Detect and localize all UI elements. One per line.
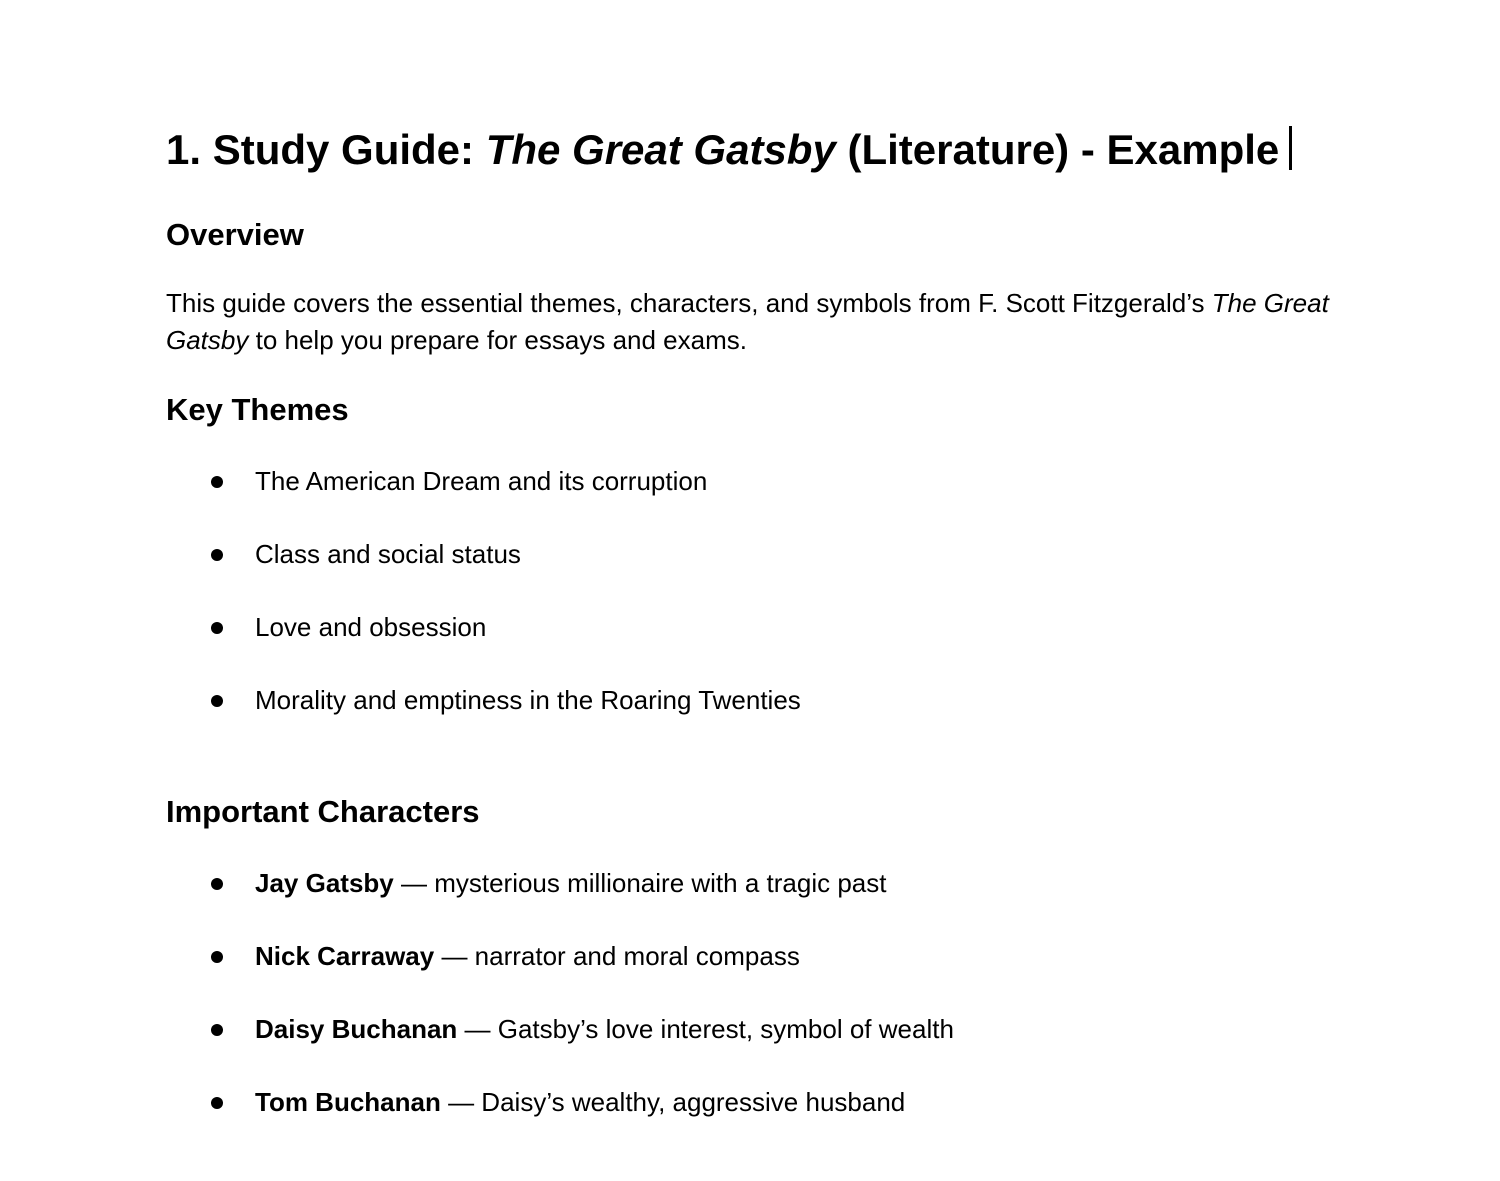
overview-heading[interactable]: Overview (166, 217, 304, 252)
important-characters-heading[interactable]: Important Characters (166, 794, 480, 829)
title-suffix: (Literature) - Example (835, 126, 1280, 173)
character-description: — Daisy’s wealthy, aggressive husband (440, 1087, 906, 1117)
character-item[interactable] (166, 938, 1336, 975)
character-item[interactable] (166, 865, 1336, 902)
character-description: — narrator and moral compass (434, 941, 800, 971)
bullet-icon (211, 1024, 223, 1036)
theme-item[interactable] (166, 682, 1336, 719)
theme-item[interactable] (166, 536, 1336, 573)
overview-paragraph[interactable] (166, 285, 1336, 359)
theme-item[interactable] (166, 609, 1336, 646)
key-themes-list (166, 463, 1336, 719)
character-item[interactable] (166, 1011, 1336, 1048)
key-themes-heading[interactable]: Key Themes (166, 392, 349, 427)
title-prefix: 1. Study Guide: (166, 126, 486, 173)
bullet-icon (211, 695, 223, 707)
characters-list (166, 865, 1336, 1121)
theme-text: Love and obsession (255, 612, 487, 642)
overview-text-after: to help you prepare for essays and exams. (248, 325, 747, 355)
bullet-icon (211, 951, 223, 963)
theme-text: The American Dream and its corruption (255, 466, 708, 496)
character-name: Jay Gatsby (255, 868, 394, 898)
bullet-icon (211, 1097, 223, 1109)
document-title[interactable] (166, 118, 1336, 182)
character-name: Tom Buchanan (255, 1087, 441, 1117)
character-item[interactable] (166, 1084, 1336, 1121)
bullet-icon (211, 476, 223, 488)
character-description: — Gatsby’s love interest, symbol of wealth (457, 1014, 954, 1044)
bullet-icon (211, 622, 223, 634)
overview-book-title: The Great Gatsby (166, 288, 1329, 355)
document-body[interactable] (166, 118, 1336, 1121)
bullet-icon (211, 878, 223, 890)
bullet-icon (211, 549, 223, 561)
theme-text: Class and social status (255, 539, 521, 569)
character-name: Nick Carraway (255, 941, 435, 971)
character-description: — mysterious millionaire with a tragic past (393, 868, 887, 898)
theme-item[interactable] (166, 463, 1336, 500)
theme-text: Morality and emptiness in the Roaring Twenties (255, 685, 801, 715)
title-book: The Great Gatsby (485, 126, 836, 173)
overview-text-before: This guide covers the essential themes, characters, and symbols from F. Scott Fitzgerald’s (166, 288, 1212, 318)
text-cursor (1289, 126, 1292, 170)
character-name: Daisy Buchanan (255, 1014, 458, 1044)
